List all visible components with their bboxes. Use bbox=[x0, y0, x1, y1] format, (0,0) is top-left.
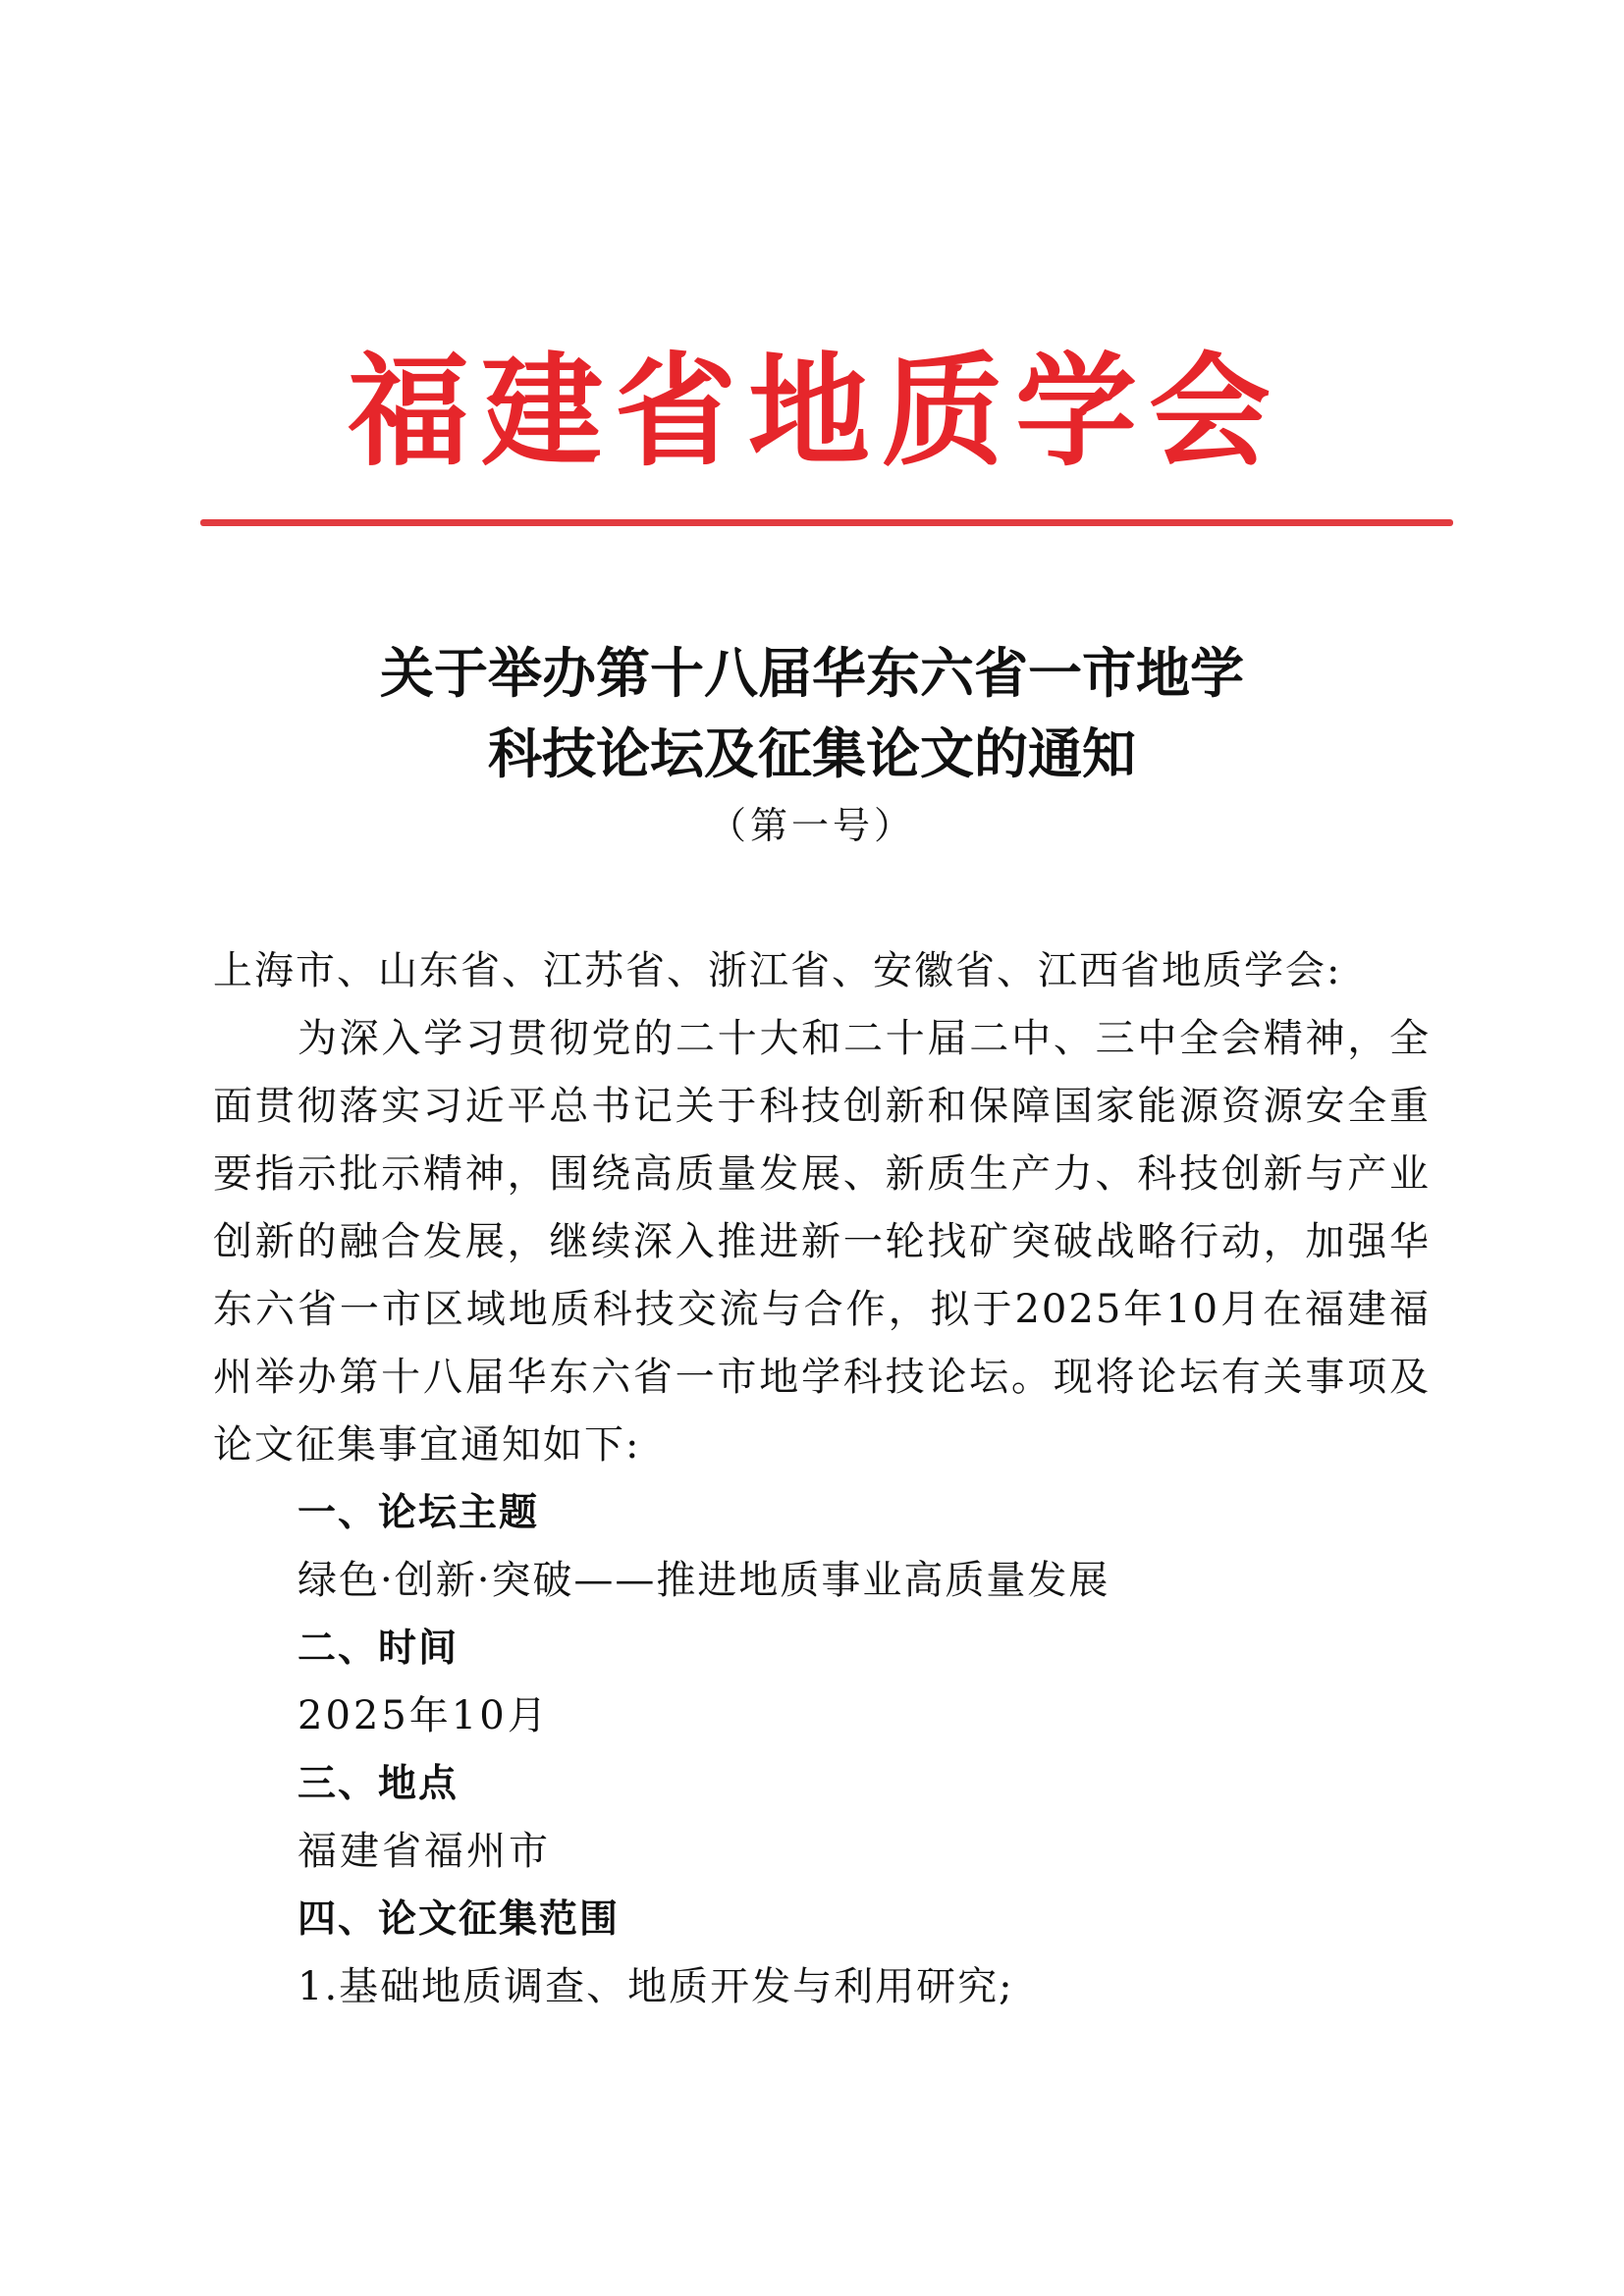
section-content-paper-scope-item-1: 1.基础地质调查、地质开发与利用研究; bbox=[298, 1964, 1014, 2009]
addressee-line: 上海市、山东省、江苏省、浙江省、安徽省、江西省地质学会: bbox=[213, 948, 1342, 993]
masthead-red-rule bbox=[200, 519, 1453, 526]
section-heading-paper-scope: 四、论文征集范围 bbox=[298, 1897, 621, 1942]
document-body bbox=[213, 937, 1431, 2021]
section-content-time: 2025年10月 bbox=[298, 1693, 550, 1738]
document-title bbox=[223, 633, 1401, 794]
document-number: （第一号） bbox=[708, 804, 915, 847]
section-heading-location: 三、地点 bbox=[298, 1762, 460, 1806]
intro-paragraph: 为深入学习贯彻党的二十大和二十届二中、三中全会精神，全面贯彻落实习近平总书记关于科技创新和保障国家能源资源安全重要指示批示精神，围绕高质量发展、新质生产力、科技创新与产业创新的融合发展，继续深入推进新一轮找矿突破战略行动，加强华东六省一市区域地质科技交流与合作，拟于2025年10月在福建福州举办第十八届华东六省一市地学科技论坛。现将论坛有关事项及论文征集事宜通知如下: bbox=[213, 1016, 1431, 1468]
section-heading-time: 二、时间 bbox=[298, 1627, 460, 1671]
masthead-org-name: 福建省地质学会 bbox=[347, 341, 1282, 483]
document-title-line-2: 科技论坛及征集论文的通知 bbox=[487, 721, 1136, 785]
section-content-location: 福建省福州市 bbox=[298, 1829, 551, 1874]
section-heading-theme: 一、论坛主题 bbox=[298, 1491, 540, 1535]
document-title-line-1: 关于举办第十八届华东六省一市地学 bbox=[379, 641, 1244, 705]
section-content-theme: 绿色·创新·突破——推进地质事业高质量发展 bbox=[298, 1558, 1110, 1603]
